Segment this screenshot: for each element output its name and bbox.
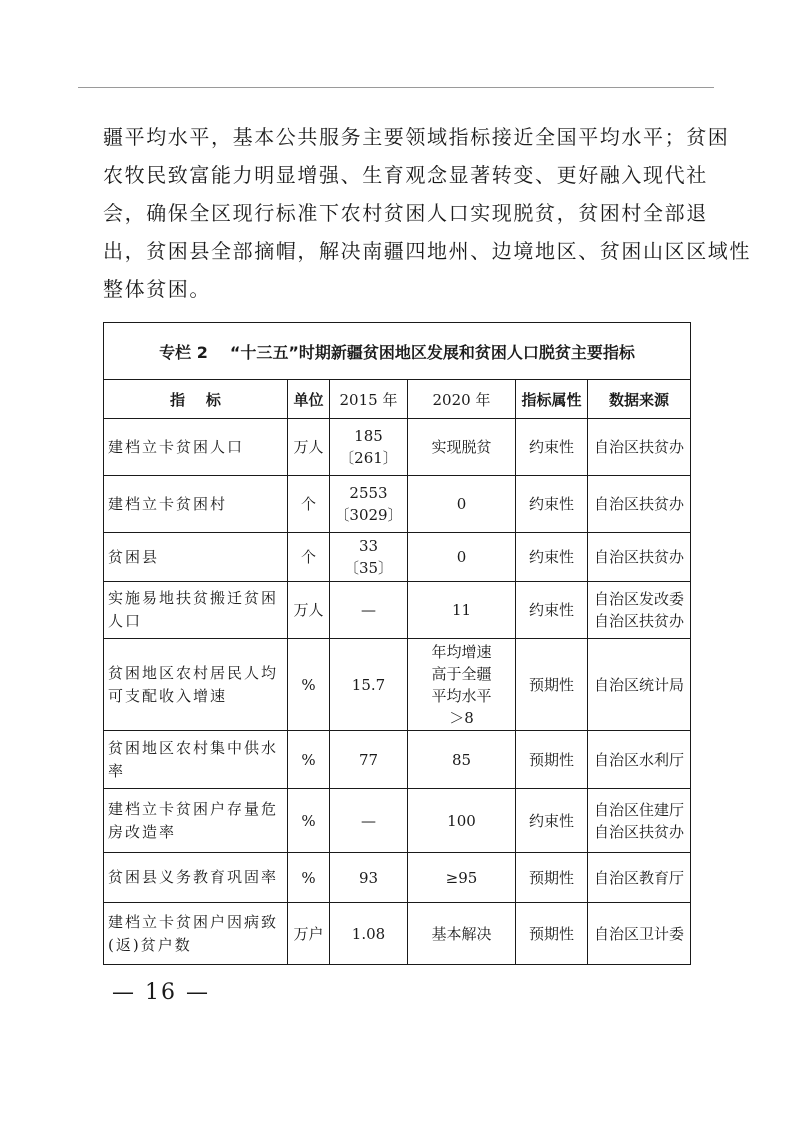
cell-indicator: 建档立卡贫困村	[104, 476, 288, 533]
paragraph-line: 会，确保全区现行标准下农村贫困人口实现脱贫，贫困村全部退	[103, 201, 708, 225]
cell-indicator: 贫困县义务教育巩固率	[104, 853, 288, 903]
paragraph-line: 整体贫困。	[103, 277, 211, 301]
cell-2020-line: 100	[447, 811, 476, 830]
cell-2020-line: ≥95	[445, 868, 478, 887]
header-unit: 单位	[288, 380, 330, 419]
cell-2015-line: —	[361, 811, 376, 830]
cell-2020-line: 0	[456, 548, 467, 566]
cell-2020	[408, 533, 516, 582]
table-row	[104, 419, 691, 476]
cell-2015-line: 33	[358, 537, 379, 555]
header-indicator: 指 标	[104, 380, 288, 419]
cell-2015	[330, 419, 408, 476]
cell-indicator: 实施易地扶贫搬迁贫困人口	[104, 582, 288, 639]
cell-attribute: 预期性	[516, 639, 588, 731]
cell-2015-line: 〔35〕	[343, 559, 394, 577]
cell-source	[588, 582, 691, 639]
cell-2020	[408, 731, 516, 789]
cell-2020-line: ＞8	[449, 708, 474, 727]
paragraph-line: 疆平均水平，基本公共服务主要领域指标接近全国平均水平；贫困	[103, 125, 730, 149]
header-2020: 2020 年	[408, 380, 516, 419]
cell-2015	[330, 533, 408, 582]
cell-2020	[408, 582, 516, 639]
cell-2020	[408, 639, 516, 731]
cell-attribute: 约束性	[516, 582, 588, 639]
cell-indicator: 贫困县	[104, 533, 288, 582]
cell-source-line: 自治区水利厅	[594, 750, 685, 769]
cell-2015-line: 〔261〕	[339, 449, 398, 467]
cell-attribute: 约束性	[516, 789, 588, 853]
cell-2020-line: 高于全疆	[431, 664, 492, 683]
cell-2015	[330, 476, 408, 533]
cell-indicator: 建档立卡贫困户因病致(返)贫户数	[104, 903, 288, 965]
table-row	[104, 476, 691, 533]
cell-2020-line: 85	[451, 750, 472, 769]
cell-indicator: 贫困地区农村居民人均可支配收入增速	[104, 639, 288, 731]
cell-source-line: 自治区扶贫办	[594, 612, 685, 630]
cell-source	[588, 853, 691, 903]
indicators-table	[103, 322, 691, 965]
header-2015: 2015 年	[330, 380, 408, 419]
cell-2015	[330, 582, 408, 639]
table-row	[104, 853, 691, 903]
cell-2015-line: 93	[358, 868, 379, 887]
table-row	[104, 731, 691, 789]
cell-2015-line: 〔3029〕	[334, 506, 403, 524]
cell-source-line: 自治区卫计委	[594, 924, 685, 943]
cell-indicator: 建档立卡贫困户存量危房改造率	[104, 789, 288, 853]
table-title-text: “十三五”时期新疆贫困地区发展和贫困人口脱贫主要指标	[229, 342, 635, 362]
cell-unit: 万人	[288, 419, 330, 476]
table-row	[104, 903, 691, 965]
cell-2015	[330, 731, 408, 789]
cell-attribute: 约束性	[516, 476, 588, 533]
cell-2015-line: 77	[358, 750, 379, 769]
table-body	[104, 419, 691, 965]
paragraph-line: 农牧民致富能力明显增强、生育观念显著转变、更好融入现代社	[103, 163, 708, 187]
cell-source-line: 自治区扶贫办	[594, 548, 685, 566]
cell-attribute: 约束性	[516, 419, 588, 476]
cell-unit: 个	[288, 533, 330, 582]
cell-2015-line: 185	[354, 427, 383, 445]
cell-source	[588, 731, 691, 789]
header-attribute: 指标属性	[516, 380, 588, 419]
cell-source-line: 自治区发改委	[594, 590, 685, 608]
cell-2020	[408, 476, 516, 533]
header-rule	[78, 87, 714, 88]
header-source: 数据来源	[588, 380, 691, 419]
cell-2015-line: —	[361, 601, 376, 619]
cell-attribute: 预期性	[516, 731, 588, 789]
cell-source-line: 自治区教育厅	[594, 868, 685, 887]
cell-source	[588, 639, 691, 731]
table-header-row	[104, 380, 691, 419]
cell-2020-line: 平均水平	[431, 686, 492, 705]
cell-unit: 万人	[288, 582, 330, 639]
cell-attribute: 预期性	[516, 853, 588, 903]
paragraph-line: 出，贫困县全部摘帽，解决南疆四地州、边境地区、贫困山区区域性	[103, 239, 751, 263]
cell-2020	[408, 903, 516, 965]
cell-2015-line: 1.08	[351, 924, 386, 943]
cell-2020-line: 年均增速	[431, 642, 492, 661]
table-row	[104, 789, 691, 853]
cell-2015-line: 2553	[349, 484, 388, 502]
cell-source	[588, 903, 691, 965]
cell-source	[588, 789, 691, 853]
cell-unit: 万户	[288, 903, 330, 965]
table-title-prefix: 专栏 2	[159, 342, 208, 362]
cell-source	[588, 419, 691, 476]
cell-2015	[330, 903, 408, 965]
cell-unit: %	[288, 853, 330, 903]
table-row	[104, 533, 691, 582]
cell-2020-line: 基本解决	[431, 924, 492, 943]
cell-unit: %	[288, 639, 330, 731]
cell-attribute: 约束性	[516, 533, 588, 582]
cell-unit: %	[288, 731, 330, 789]
cell-2020-line: 11	[451, 601, 472, 619]
cell-2020	[408, 789, 516, 853]
cell-attribute: 预期性	[516, 903, 588, 965]
cell-source-line: 自治区扶贫办	[594, 495, 685, 513]
cell-source	[588, 533, 691, 582]
cell-indicator: 建档立卡贫困人口	[104, 419, 288, 476]
page-number: — 16 —	[112, 980, 210, 1005]
cell-2015	[330, 853, 408, 903]
cell-2015	[330, 639, 408, 731]
table-title	[104, 323, 691, 380]
cell-source	[588, 476, 691, 533]
cell-source-line: 自治区统计局	[594, 675, 685, 694]
cell-source-line: 自治区扶贫办	[594, 822, 685, 841]
cell-unit: %	[288, 789, 330, 853]
cell-unit: 个	[288, 476, 330, 533]
table-row	[104, 639, 691, 731]
cell-indicator: 贫困地区农村集中供水率	[104, 731, 288, 789]
cell-2020-line: 0	[456, 495, 467, 513]
body-paragraph	[103, 118, 751, 308]
cell-2020	[408, 419, 516, 476]
cell-2015	[330, 789, 408, 853]
table-row	[104, 582, 691, 639]
cell-source-line: 自治区扶贫办	[594, 438, 685, 456]
cell-2020-line: 实现脱贫	[431, 438, 492, 456]
cell-source-line: 自治区住建厅	[594, 800, 685, 819]
cell-2020	[408, 853, 516, 903]
cell-2015-line: 15.7	[351, 675, 386, 694]
